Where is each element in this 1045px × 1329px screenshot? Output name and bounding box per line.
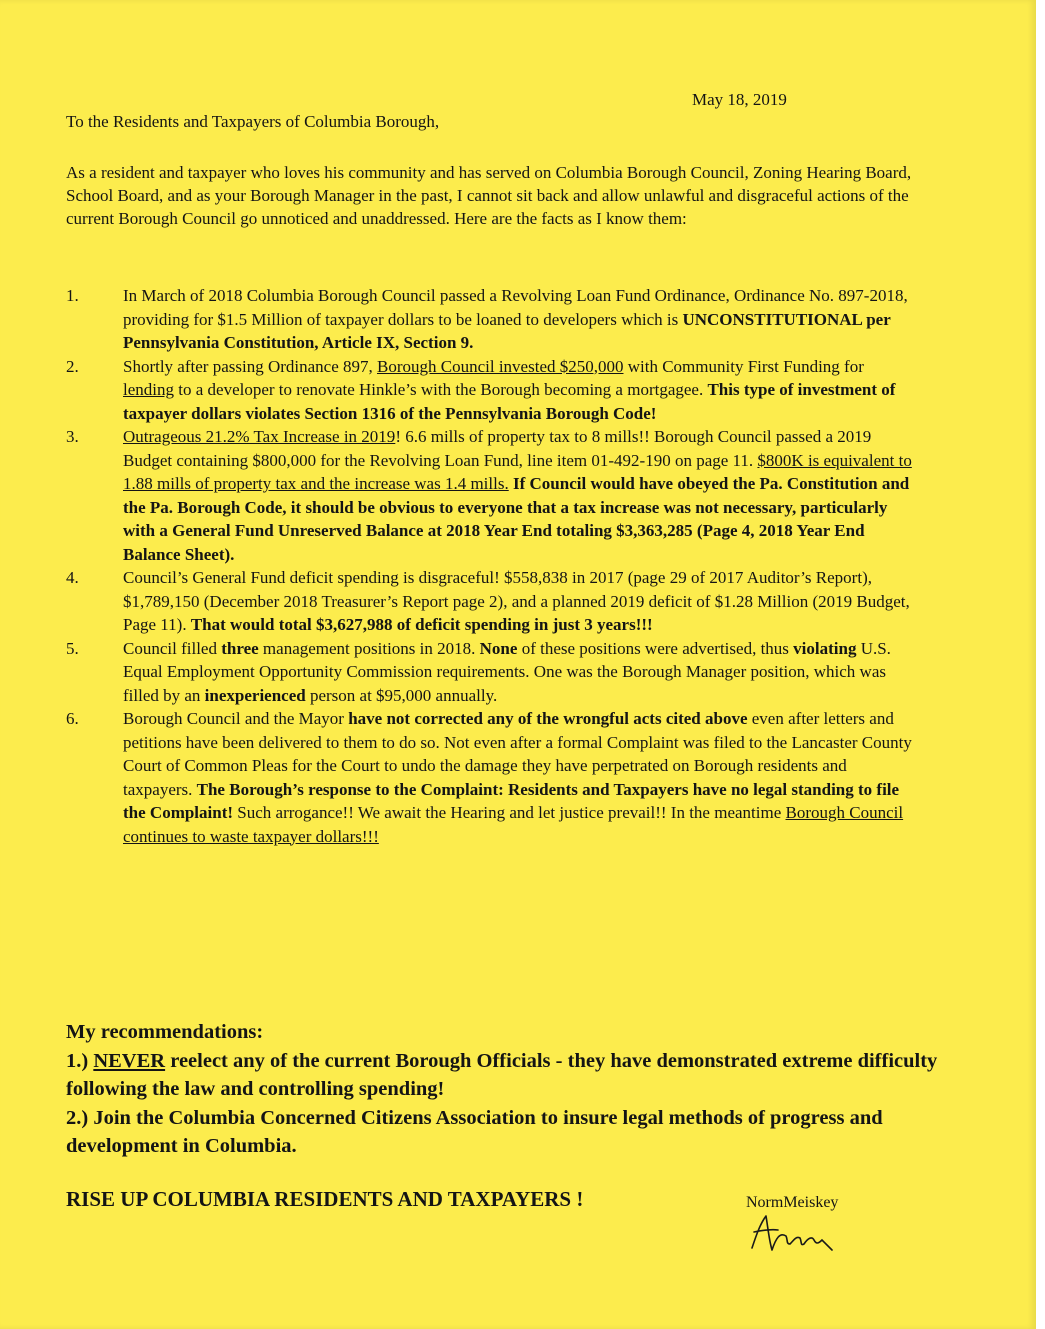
facts-list <box>66 284 916 848</box>
fact-text: ! 6.6 mills of property tax to 8 mills!! Borough Council passed a 2019 Budget containing $800,000 for the Revolving Loan Fund, line item 01-492-190 on page 11. <box>123 427 872 470</box>
fact-emphasis: None <box>479 638 518 658</box>
fact-number: 4. <box>66 568 79 587</box>
fact-emphasis: That would total $3,627,988 of deficit spending in just 3 years!!! <box>190 615 653 634</box>
fact-emphasis: UNCONSTITUTIONAL per Pennsylvania Constitution, Article IX, Section 9. <box>123 309 891 352</box>
recommendation-number: 1.) <box>66 1049 94 1072</box>
fact-text: even after letters and petitions have been delivered to them to do so. Not even after a formal Complaint was filed to the Lancaster County Court of Common Pleas for the Court to undo the damage they have perpetrated on Borough residents and taxpayers. <box>123 709 912 799</box>
fact-emphasis: three <box>221 638 259 658</box>
fact-text: person at $95,000 annually. <box>305 685 498 705</box>
fact-number: 2. <box>66 356 79 376</box>
recommendations <box>66 1018 946 1161</box>
fact-emphasis: This type of investment of taxpayer dollars violates Section 1316 of the Pennsylvania Borough Code! <box>123 380 896 423</box>
fact-emphasis: The Borough’s response to the Complaint: Residents and Taxpayers have no legal standing to file the Complaint! <box>123 779 900 822</box>
fact-item-6 <box>66 707 916 848</box>
fact-item-4 <box>66 566 916 637</box>
fact-item-1 <box>66 284 916 355</box>
fact-text: Such arrogance!! We await the Hearing and let justice prevail!! In the meantime <box>233 803 786 822</box>
letter-date: May 18, 2019 <box>692 90 787 109</box>
recommendations-heading: My recommendations: <box>66 1021 264 1043</box>
fact-text: Borough Council and the Mayor <box>123 709 349 728</box>
fact-number: 5. <box>66 638 79 658</box>
fact-emphasis: inexperienced <box>204 685 306 705</box>
fact-underline: lending <box>123 380 174 399</box>
handwritten-signature <box>742 1210 842 1254</box>
recommendation-text: reelect any of the current Borough Officials - they have demonstrated extreme difficulty following the law and controlling spending! <box>66 1049 938 1101</box>
fact-text: Shortly after passing Ordinance 897, <box>123 356 377 376</box>
intro-paragraph: As a resident and taxpayer who loves his community and has served on Columbia Borough Council, Zoning Hearing Board, School Board, and as your Borough Manager in the past, I cannot sit back and allow unlawful and disgraceful actions of the current Borough Council go unnoticed and unaddressed. Here are the facts as I know them: <box>66 163 912 228</box>
fact-text: of these positions were advertised, thus <box>517 638 794 658</box>
fact-text: In March of 2018 Columbia Borough Council passed a Revolving Loan Fund Ordinance, Ordinance No. 897-2018, providing for $1.5 Million of taxpayer dollars to be loaned to developers which is <box>123 286 908 329</box>
fact-item-3 <box>66 425 916 566</box>
rally-call: RISE UP COLUMBIA RESIDENTS AND TAXPAYERS ! <box>66 1187 584 1211</box>
fact-underline: Borough Council continues to waste taxpayer dollars!!! <box>123 803 904 846</box>
signer-name: NormMeiskey <box>746 1194 839 1211</box>
recommendation-1 <box>66 1047 946 1104</box>
recommendation-emphasis: NEVER <box>93 1049 166 1072</box>
fact-text: to a developer to renovate Hinkle’s with the Borough becoming a mortgagee. <box>174 380 708 399</box>
fact-item-5 <box>66 637 916 708</box>
fact-text: management positions in 2018. <box>258 638 480 658</box>
greeting: To the Residents and Taxpayers of Columbia Borough, <box>66 112 440 131</box>
fact-item-2 <box>66 355 916 426</box>
fact-number: 3. <box>66 427 79 446</box>
fact-number: 6. <box>66 709 79 728</box>
fact-text: with Community First Funding for <box>623 356 864 376</box>
fact-emphasis: violating <box>793 638 857 658</box>
fact-text: U.S. Equal Employment Opportunity Commission requirements. One was the Borough Manager position, which was filled by an <box>123 638 891 705</box>
fact-underline: Outrageous 21.2% Tax Increase in 2019 <box>123 427 396 446</box>
recommendation-2: 2.) Join the Columbia Concerned Citizens Association to insure legal methods of progress and development in Columbia. <box>66 1106 883 1158</box>
fact-underline: Borough Council invested $250,000 <box>377 356 624 376</box>
fact-text: Council’s General Fund deficit spending is disgraceful! $558,838 in 2017 (page 29 of 2017 Auditor’s Report), $1,789,150 (December 2018 Treasurer’s Report page 2), and a planned 2019 deficit of $1.28 Million (2019 Budget, Page 11). <box>123 568 910 634</box>
fact-number: 1. <box>66 286 79 305</box>
fact-underline: $800K is equivalent to 1.88 mills of property tax and the increase was 1.4 mills. <box>123 450 912 493</box>
fact-emphasis: have not corrected any of the wrongful acts cited above <box>348 709 748 728</box>
fact-text: Council filled <box>123 638 222 658</box>
fact-emphasis: If Council would have obeyed the Pa. Constitution and the Pa. Borough Code, it should be obvious to everyone that a tax increase was not necessary, particularly with a General Fund Unreserved Balance at 2018 Year End totaling $3,363,285 (Page 4, 2018 Year End Balance Sheet). <box>123 474 910 564</box>
